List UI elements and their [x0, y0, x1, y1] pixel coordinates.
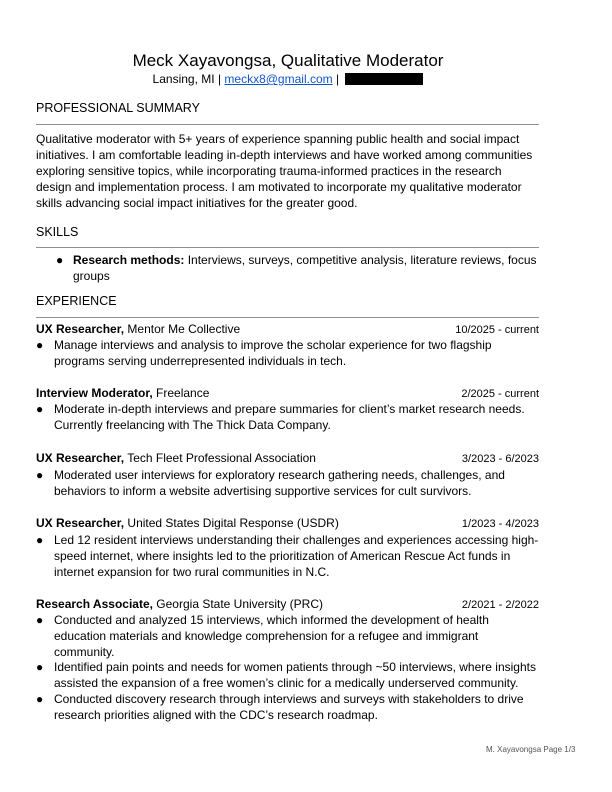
bullet-dot: ● — [56, 253, 64, 267]
job-title: UX Researcher, — [36, 322, 125, 336]
job-bullet-text: Conducted discovery research through interviews and surveys with stakeholders to drive research priorities aligned with the CDC’s research roadmap. — [54, 692, 524, 722]
job-title: Research Associate, — [36, 597, 153, 611]
job-bullet-text: Identified pain points and needs for women patients through ~50 interviews, where insights assisted the expansion of a free women’s clinic for a medically underserved community. — [54, 660, 536, 690]
job-dates: 10/2025 - current — [455, 324, 539, 336]
job-header — [36, 451, 539, 465]
job-header — [36, 386, 539, 400]
resume-name: Meck Xayavongsa, Qualitative Moderator — [132, 51, 444, 70]
section-divider — [36, 124, 539, 125]
job-bullet-text: Manage interviews and analysis to improve the scholar experience for two flagship programs serving underrepresented individuals in tech. — [54, 338, 492, 368]
job-bullet-text: Conducted and analyzed 15 interviews, which informed the development of health education materials and knowledge comprehension for a refugee and immigrant community. — [54, 613, 489, 659]
bullet-dot: ● — [36, 338, 44, 352]
redacted-phone — [345, 73, 423, 85]
section-divider — [36, 317, 539, 318]
job-bullet-text: Moderated user interviews for exploratory research gathering needs, challenges, and behaviors to inform a website advertising supportive services for cult survivors. — [54, 468, 505, 498]
job-dates: 1/2023 - 4/2023 — [461, 518, 539, 530]
separator: | — [217, 72, 222, 86]
skill-text: Interviews, surveys, competitive analysis, literature reviews, focus groups — [73, 253, 537, 283]
job-org: United States Digital Response (USDR) — [127, 516, 339, 530]
page-footer: M. Xayavongsa Page 1/3 — [486, 745, 576, 754]
bullet-dot: ● — [36, 468, 44, 482]
skill-label: Research methods: — [73, 253, 185, 267]
job-header — [36, 516, 539, 530]
job-org: Freelance — [156, 386, 210, 400]
summary-text: Qualitative moderator with 5+ years of experience spanning public health and social impact initiatives. I am comfortable leading in-depth interviews and have worked among communities exploring sensitive topics, while incorporating trauma-informed practices in the research design and implementation process. I am motivated to incorporate my qualitative moderator skills advancing social impact initiatives for the greater good. — [36, 132, 533, 210]
job-dates: 3/2023 - 6/2023 — [461, 453, 539, 465]
bullet-dot: ● — [36, 533, 44, 547]
job-org: Tech Fleet Professional Association — [127, 451, 316, 465]
bullet-dot: ● — [36, 660, 44, 674]
section-divider — [36, 247, 539, 248]
job-org: Georgia State University (PRC) — [156, 597, 324, 611]
location: Lansing, MI — [152, 72, 215, 86]
email-link[interactable]: meckx8@gmail.com — [224, 72, 333, 86]
job-org: Mentor Me Collective — [127, 322, 241, 336]
summary-heading: PROFESSIONAL SUMMARY — [36, 101, 200, 115]
job-dates: 2/2025 - current — [461, 388, 539, 400]
job-header — [36, 322, 539, 336]
bullet-dot: ● — [36, 692, 44, 706]
skills-heading: SKILLS — [36, 225, 79, 239]
job-header — [36, 597, 539, 611]
job-dates: 2/2021 - 2/2022 — [461, 599, 539, 611]
job-title: Interview Moderator, — [36, 386, 153, 400]
experience-heading: EXPERIENCE — [36, 294, 117, 308]
job-bullet-text: Led 12 resident interviews understanding their challenges and experiences accessing high-speed internet, where insights led to the prioritization of American Rescue Act funds in internet expansion for two rural communities in N.C. — [54, 533, 539, 579]
job-title: UX Researcher, — [36, 516, 125, 530]
job-title: UX Researcher, — [36, 451, 125, 465]
bullet-dot: ● — [36, 613, 44, 627]
separator: | — [335, 72, 340, 86]
job-bullet-text: Moderate in-depth interviews and prepare summaries for client’s market research needs. Currently freelancing with The Thick Data Company. — [54, 402, 525, 432]
contact-line — [0, 72, 576, 86]
bullet-dot: ● — [36, 402, 44, 416]
